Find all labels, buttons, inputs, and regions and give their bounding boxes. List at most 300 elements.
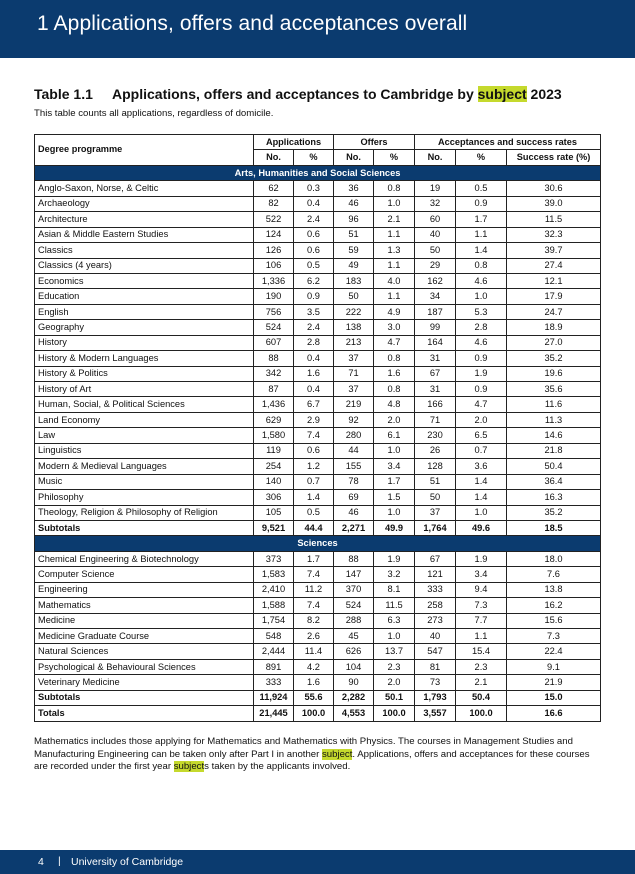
- value-cell: 11.4: [294, 644, 334, 659]
- value-cell: 2,271: [334, 520, 374, 535]
- col-acc-no: No.: [415, 150, 456, 165]
- table-row: [35, 567, 601, 582]
- value-cell: 46: [334, 505, 374, 520]
- value-cell: 2.4: [294, 320, 334, 335]
- value-cell: 21.9: [507, 675, 601, 690]
- value-cell: 40: [415, 629, 456, 644]
- value-cell: 71: [415, 412, 456, 427]
- value-cell: 1.1: [456, 227, 507, 242]
- value-cell: 1,436: [254, 397, 294, 412]
- value-cell: 11.6: [507, 397, 601, 412]
- value-cell: 0.5: [294, 505, 334, 520]
- table-row: [35, 227, 601, 242]
- table-row: [35, 474, 601, 489]
- value-cell: 100.0: [374, 706, 415, 721]
- value-cell: 8.2: [294, 613, 334, 628]
- value-cell: 60: [415, 212, 456, 227]
- degree-cell: Medicine Graduate Course: [35, 629, 254, 644]
- table-title-year: 2023: [526, 86, 562, 102]
- section-title: Sciences: [35, 536, 601, 551]
- value-cell: 0.9: [456, 351, 507, 366]
- value-cell: 342: [254, 366, 294, 381]
- value-cell: 0.4: [294, 351, 334, 366]
- value-cell: 1.1: [456, 629, 507, 644]
- value-cell: 190: [254, 289, 294, 304]
- value-cell: 213: [334, 335, 374, 350]
- totals-row: [35, 706, 601, 721]
- value-cell: 34: [415, 289, 456, 304]
- table-row: [35, 366, 601, 381]
- value-cell: 3.2: [374, 567, 415, 582]
- value-cell: 2.3: [456, 659, 507, 674]
- value-cell: 1.3: [374, 243, 415, 258]
- footnote: [34, 736, 604, 774]
- value-cell: 2.8: [456, 320, 507, 335]
- value-cell: 4.8: [374, 397, 415, 412]
- value-cell: 2.0: [456, 412, 507, 427]
- degree-cell: Geography: [35, 320, 254, 335]
- value-cell: 1.0: [374, 629, 415, 644]
- value-cell: 370: [334, 582, 374, 597]
- value-cell: 50: [415, 243, 456, 258]
- value-cell: 119: [254, 443, 294, 458]
- value-cell: 1.7: [456, 212, 507, 227]
- value-cell: 1.2: [294, 459, 334, 474]
- value-cell: 2,444: [254, 644, 294, 659]
- table-row: [35, 659, 601, 674]
- value-cell: 0.4: [294, 382, 334, 397]
- value-cell: 124: [254, 227, 294, 242]
- value-cell: 3.5: [294, 304, 334, 319]
- value-cell: 18.5: [507, 520, 601, 535]
- value-cell: 524: [254, 320, 294, 335]
- value-cell: 13.8: [507, 582, 601, 597]
- degree-cell: Linguistics: [35, 443, 254, 458]
- value-cell: 27.0: [507, 335, 601, 350]
- value-cell: 50.4: [456, 690, 507, 705]
- value-cell: 4.6: [456, 273, 507, 288]
- value-cell: 522: [254, 212, 294, 227]
- table-row: [35, 490, 601, 505]
- value-cell: 1.4: [456, 243, 507, 258]
- value-cell: 1.4: [456, 474, 507, 489]
- value-cell: 7.3: [507, 629, 601, 644]
- value-cell: 7.4: [294, 428, 334, 443]
- col-acceptances: Acceptances and success rates: [415, 135, 601, 150]
- value-cell: 128: [415, 459, 456, 474]
- value-cell: 12.1: [507, 273, 601, 288]
- value-cell: 14.6: [507, 428, 601, 443]
- degree-cell: Totals: [35, 706, 254, 721]
- value-cell: 138: [334, 320, 374, 335]
- value-cell: 11.5: [507, 212, 601, 227]
- value-cell: 39.0: [507, 196, 601, 211]
- degree-cell: Land Economy: [35, 412, 254, 427]
- value-cell: 35.2: [507, 351, 601, 366]
- section-header-row: [35, 165, 601, 180]
- value-cell: 100.0: [294, 706, 334, 721]
- value-cell: 1.4: [294, 490, 334, 505]
- degree-cell: Anglo-Saxon, Norse, & Celtic: [35, 181, 254, 196]
- value-cell: 183: [334, 273, 374, 288]
- value-cell: 1.0: [374, 505, 415, 520]
- value-cell: 96: [334, 212, 374, 227]
- value-cell: 3.4: [456, 567, 507, 582]
- section-header-row: [35, 536, 601, 551]
- footnote-text: . Applications, offers and acceptances for these courses are recorded under the first year: [34, 748, 590, 773]
- value-cell: 280: [334, 428, 374, 443]
- col-acc-pct: %: [456, 150, 507, 165]
- value-cell: 69: [334, 490, 374, 505]
- value-cell: 0.5: [456, 181, 507, 196]
- value-cell: 49.6: [456, 520, 507, 535]
- value-cell: 92: [334, 412, 374, 427]
- value-cell: 0.9: [294, 289, 334, 304]
- table-row: [35, 258, 601, 273]
- table-row: [35, 598, 601, 613]
- table-row: [35, 397, 601, 412]
- value-cell: 44.4: [294, 520, 334, 535]
- degree-cell: Chemical Engineering & Biotechnology: [35, 551, 254, 566]
- value-cell: 155: [334, 459, 374, 474]
- value-cell: 21,445: [254, 706, 294, 721]
- value-cell: 548: [254, 629, 294, 644]
- value-cell: 6.2: [294, 273, 334, 288]
- value-cell: 0.8: [374, 351, 415, 366]
- value-cell: 2.8: [294, 335, 334, 350]
- value-cell: 24.7: [507, 304, 601, 319]
- value-cell: 2.0: [374, 675, 415, 690]
- value-cell: 51: [415, 474, 456, 489]
- value-cell: 166: [415, 397, 456, 412]
- value-cell: 1.5: [374, 490, 415, 505]
- value-cell: 7.6: [507, 567, 601, 582]
- footer-organisation: University of Cambridge: [71, 856, 184, 868]
- footnote-text: s taken by the applicants involved.: [204, 761, 351, 773]
- value-cell: 50.4: [507, 459, 601, 474]
- value-cell: 106: [254, 258, 294, 273]
- table-row: [35, 289, 601, 304]
- highlighted-term: subject: [173, 761, 205, 773]
- value-cell: 67: [415, 551, 456, 566]
- value-cell: 11.5: [374, 598, 415, 613]
- page-number: 4: [38, 856, 44, 868]
- value-cell: 626: [334, 644, 374, 659]
- degree-cell: Computer Science: [35, 567, 254, 582]
- value-cell: 0.9: [456, 382, 507, 397]
- degree-cell: History: [35, 335, 254, 350]
- table-row: [35, 243, 601, 258]
- table-row: [35, 629, 601, 644]
- degree-cell: Philosophy: [35, 490, 254, 505]
- value-cell: 30.6: [507, 181, 601, 196]
- value-cell: 140: [254, 474, 294, 489]
- value-cell: 37: [334, 382, 374, 397]
- table-row: [35, 320, 601, 335]
- value-cell: 3.0: [374, 320, 415, 335]
- value-cell: 21.8: [507, 443, 601, 458]
- value-cell: 2,282: [334, 690, 374, 705]
- degree-cell: Subtotals: [35, 520, 254, 535]
- value-cell: 16.6: [507, 706, 601, 721]
- value-cell: 1.6: [294, 366, 334, 381]
- value-cell: 1.0: [456, 289, 507, 304]
- value-cell: 67: [415, 366, 456, 381]
- value-cell: 187: [415, 304, 456, 319]
- value-cell: 607: [254, 335, 294, 350]
- degree-cell: Human, Social, & Political Sciences: [35, 397, 254, 412]
- value-cell: 1,580: [254, 428, 294, 443]
- value-cell: 49.9: [374, 520, 415, 535]
- value-cell: 4.7: [374, 335, 415, 350]
- table-row: [35, 335, 601, 350]
- value-cell: 219: [334, 397, 374, 412]
- degree-cell: Architecture: [35, 212, 254, 227]
- degree-cell: History of Art: [35, 382, 254, 397]
- value-cell: 1.9: [456, 366, 507, 381]
- degree-cell: Veterinary Medicine: [35, 675, 254, 690]
- value-cell: 4.2: [294, 659, 334, 674]
- value-cell: 4.7: [456, 397, 507, 412]
- degree-cell: History & Modern Languages: [35, 351, 254, 366]
- value-cell: 105: [254, 505, 294, 520]
- value-cell: 1.1: [374, 289, 415, 304]
- value-cell: 36.4: [507, 474, 601, 489]
- value-cell: 333: [415, 582, 456, 597]
- value-cell: 7.3: [456, 598, 507, 613]
- value-cell: 147: [334, 567, 374, 582]
- value-cell: 50.1: [374, 690, 415, 705]
- table-row: [35, 412, 601, 427]
- value-cell: 1,754: [254, 613, 294, 628]
- value-cell: 2.1: [374, 212, 415, 227]
- value-cell: 32.3: [507, 227, 601, 242]
- table-subtitle: This table counts all applications, regardless of domicile.: [34, 108, 274, 119]
- value-cell: 9.1: [507, 659, 601, 674]
- table-row: [35, 304, 601, 319]
- degree-cell: Asian & Middle Eastern Studies: [35, 227, 254, 242]
- degree-cell: Mathematics: [35, 598, 254, 613]
- value-cell: 3,557: [415, 706, 456, 721]
- value-cell: 2,410: [254, 582, 294, 597]
- value-cell: 37: [334, 351, 374, 366]
- value-cell: 1.9: [374, 551, 415, 566]
- value-cell: 1.1: [374, 258, 415, 273]
- value-cell: 547: [415, 644, 456, 659]
- table-row: [35, 644, 601, 659]
- value-cell: 11.3: [507, 412, 601, 427]
- footnote-text: Mathematics includes those applying for Mathematics and Mathematics with Physics. The courses in Management Studies and Manufacturing Engineering can be taken only after Part I in another: [34, 736, 573, 760]
- value-cell: 50: [415, 490, 456, 505]
- table-header: [35, 135, 601, 166]
- col-applications: Applications: [254, 135, 334, 150]
- value-cell: 36: [334, 181, 374, 196]
- table-row: [35, 382, 601, 397]
- table-row: [35, 428, 601, 443]
- highlighted-term: subject: [477, 86, 527, 102]
- value-cell: 6.5: [456, 428, 507, 443]
- degree-cell: Theology, Religion & Philosophy of Religion: [35, 505, 254, 520]
- value-cell: 0.4: [294, 196, 334, 211]
- value-cell: 1.0: [374, 443, 415, 458]
- section-title: Arts, Humanities and Social Sciences: [35, 165, 601, 180]
- value-cell: 1,588: [254, 598, 294, 613]
- value-cell: 4.6: [456, 335, 507, 350]
- value-cell: 29: [415, 258, 456, 273]
- value-cell: 373: [254, 551, 294, 566]
- value-cell: 1,583: [254, 567, 294, 582]
- table-row: [35, 273, 601, 288]
- value-cell: 524: [334, 598, 374, 613]
- footer-separator: |: [58, 855, 61, 867]
- degree-cell: Archaeology: [35, 196, 254, 211]
- col-off-pct: %: [374, 150, 415, 165]
- value-cell: 81: [415, 659, 456, 674]
- value-cell: 15.0: [507, 690, 601, 705]
- value-cell: 0.6: [294, 227, 334, 242]
- value-cell: 88: [254, 351, 294, 366]
- value-cell: 0.7: [456, 443, 507, 458]
- value-cell: 1,336: [254, 273, 294, 288]
- value-cell: 1.6: [374, 366, 415, 381]
- value-cell: 46: [334, 196, 374, 211]
- value-cell: 1.0: [456, 505, 507, 520]
- degree-cell: Music: [35, 474, 254, 489]
- value-cell: 7.7: [456, 613, 507, 628]
- table-row: [35, 551, 601, 566]
- value-cell: 222: [334, 304, 374, 319]
- value-cell: 9.4: [456, 582, 507, 597]
- value-cell: 254: [254, 459, 294, 474]
- table-row: [35, 443, 601, 458]
- value-cell: 35.6: [507, 382, 601, 397]
- value-cell: 19: [415, 181, 456, 196]
- value-cell: 45: [334, 629, 374, 644]
- value-cell: 9,521: [254, 520, 294, 535]
- value-cell: 5.3: [456, 304, 507, 319]
- value-cell: 3.6: [456, 459, 507, 474]
- value-cell: 230: [415, 428, 456, 443]
- value-cell: 87: [254, 382, 294, 397]
- value-cell: 1.0: [374, 196, 415, 211]
- value-cell: 0.5: [294, 258, 334, 273]
- table-number: Table 1.1: [34, 86, 93, 102]
- highlighted-term: subject: [322, 748, 353, 760]
- value-cell: 0.6: [294, 243, 334, 258]
- value-cell: 32: [415, 196, 456, 211]
- degree-cell: History & Politics: [35, 366, 254, 381]
- value-cell: 18.0: [507, 551, 601, 566]
- col-off-no: No.: [334, 150, 374, 165]
- degree-cell: Natural Sciences: [35, 644, 254, 659]
- value-cell: 1.1: [374, 227, 415, 242]
- value-cell: 62: [254, 181, 294, 196]
- degree-cell: Engineering: [35, 582, 254, 597]
- value-cell: 0.7: [294, 474, 334, 489]
- value-cell: 6.1: [374, 428, 415, 443]
- table-title-text: Applications, offers and acceptances to Cambridge by: [112, 86, 478, 102]
- col-success-rate: Success rate (%): [507, 150, 601, 165]
- value-cell: 121: [415, 567, 456, 582]
- degree-cell: Classics: [35, 243, 254, 258]
- value-cell: 1.6: [294, 675, 334, 690]
- value-cell: 306: [254, 490, 294, 505]
- col-degree: Degree programme: [35, 135, 254, 166]
- degree-cell: Law: [35, 428, 254, 443]
- degree-cell: Education: [35, 289, 254, 304]
- value-cell: 88: [334, 551, 374, 566]
- subtotal-row: [35, 690, 601, 705]
- table-row: [35, 351, 601, 366]
- value-cell: 2.1: [456, 675, 507, 690]
- value-cell: 27.4: [507, 258, 601, 273]
- value-cell: 37: [415, 505, 456, 520]
- table-row: [35, 505, 601, 520]
- page-header: [0, 0, 635, 58]
- value-cell: 50: [334, 289, 374, 304]
- value-cell: 73: [415, 675, 456, 690]
- value-cell: 99: [415, 320, 456, 335]
- value-cell: 13.7: [374, 644, 415, 659]
- subtotal-row: [35, 520, 601, 535]
- value-cell: 40: [415, 227, 456, 242]
- value-cell: 26: [415, 443, 456, 458]
- value-cell: 2.4: [294, 212, 334, 227]
- value-cell: 0.3: [294, 181, 334, 196]
- value-cell: 82: [254, 196, 294, 211]
- degree-cell: Medicine: [35, 613, 254, 628]
- table-row: [35, 613, 601, 628]
- value-cell: 59: [334, 243, 374, 258]
- value-cell: 164: [415, 335, 456, 350]
- col-app-no: No.: [254, 150, 294, 165]
- value-cell: 104: [334, 659, 374, 674]
- value-cell: 51: [334, 227, 374, 242]
- value-cell: 0.9: [456, 196, 507, 211]
- value-cell: 19.6: [507, 366, 601, 381]
- value-cell: 11,924: [254, 690, 294, 705]
- value-cell: 2.3: [374, 659, 415, 674]
- value-cell: 44: [334, 443, 374, 458]
- value-cell: 15.6: [507, 613, 601, 628]
- col-offers: Offers: [334, 135, 415, 150]
- value-cell: 78: [334, 474, 374, 489]
- degree-cell: Modern & Medieval Languages: [35, 459, 254, 474]
- table-row: [35, 582, 601, 597]
- table-row: [35, 196, 601, 211]
- table-row: [35, 459, 601, 474]
- value-cell: 18.9: [507, 320, 601, 335]
- value-cell: 8.1: [374, 582, 415, 597]
- value-cell: 16.3: [507, 490, 601, 505]
- value-cell: 0.8: [456, 258, 507, 273]
- value-cell: 2.0: [374, 412, 415, 427]
- value-cell: 1.4: [456, 490, 507, 505]
- value-cell: 100.0: [456, 706, 507, 721]
- value-cell: 17.9: [507, 289, 601, 304]
- value-cell: 1,793: [415, 690, 456, 705]
- value-cell: 333: [254, 675, 294, 690]
- value-cell: 258: [415, 598, 456, 613]
- value-cell: 7.4: [294, 598, 334, 613]
- value-cell: 16.2: [507, 598, 601, 613]
- value-cell: 273: [415, 613, 456, 628]
- value-cell: 6.7: [294, 397, 334, 412]
- value-cell: 756: [254, 304, 294, 319]
- chapter-title: 1 Applications, offers and acceptances overall: [37, 12, 468, 35]
- value-cell: 0.6: [294, 443, 334, 458]
- degree-cell: Economics: [35, 273, 254, 288]
